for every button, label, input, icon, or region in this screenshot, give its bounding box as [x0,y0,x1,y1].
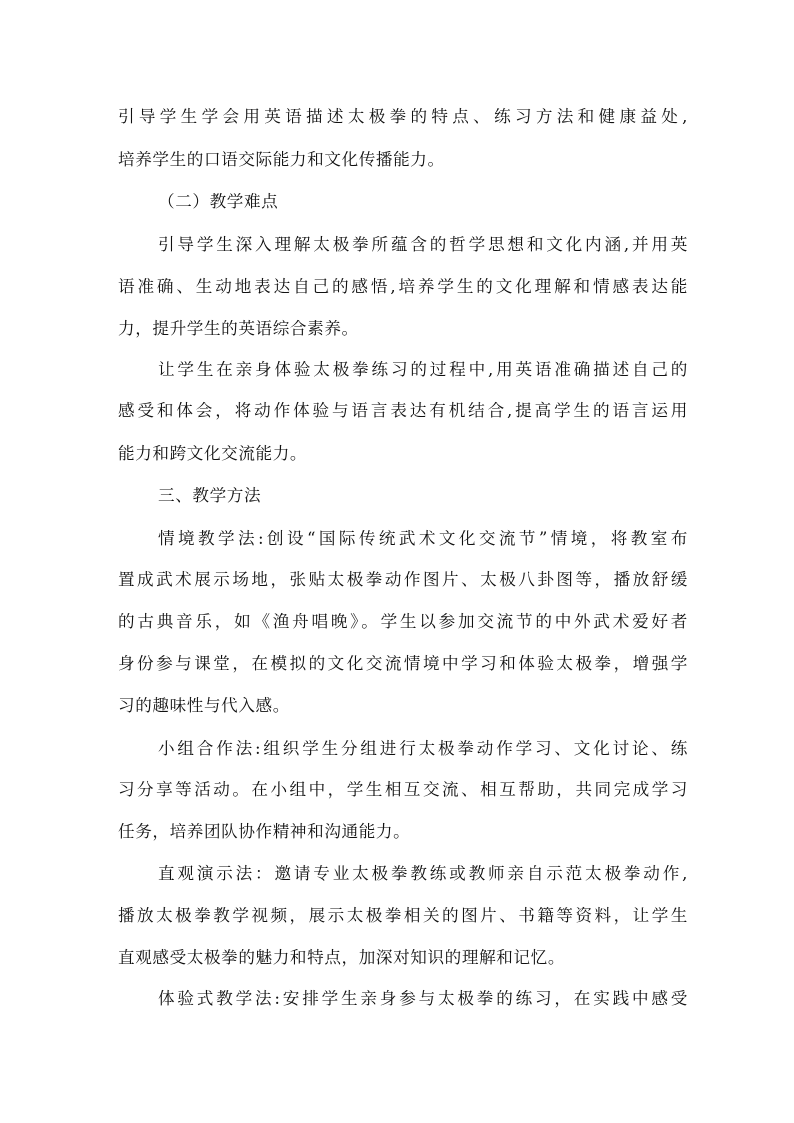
paragraph-line: 身份参与课堂，在模拟的文化交流情境中学习和体验太极拳，增强学 [118,654,688,673]
section-subheading: （二）教学难点 [158,192,279,211]
paragraph-line: 习的趣味性与代入感。 [118,696,290,715]
paragraph-line: 引导学生学会用英语描述太极拳的特点、练习方法和健康益处, [118,107,688,126]
paragraph-line: 能力和跨文化交流能力。 [118,444,308,463]
paragraph-line: 小组合作法:组织学生分组进行太极拳动作学习、文化讨论、练 [158,739,688,758]
paragraph-line: 引导学生深入理解太极拳所蕴含的哲学思想和文化内涵,并用英 [158,235,688,254]
paragraph-line: 培养学生的口语交际能力和文化传播能力。 [118,150,445,169]
section-heading: 三、教学方法 [158,486,262,505]
paragraph-line: 置成武术展示场地，张贴太极拳动作图片、太极八卦图等，播放舒缓 [118,570,688,589]
paragraph-line: 力，提升学生的英语综合素养。 [118,319,359,338]
paragraph-line: 直观感受太极拳的魅力和特点，加深对知识的理解和记忆。 [118,948,566,967]
paragraph-line: 感受和体会，将动作体验与语言表达有机结合,提高学生的语言运用 [118,401,688,420]
paragraph-line: 的古典音乐，如《渔舟唱晚》。学生以参加交流节的中外武术爱好者 [118,612,688,631]
paragraph-line: 语准确、生动地表达自己的感悟,培养学生的文化理解和情感表达能 [118,277,688,296]
paragraph-line: 任务，培养团队协作精神和沟通能力。 [118,822,411,841]
paragraph-line: 播放太极拳教学视频，展示太极拳相关的图片、书籍等资料，让学生 [118,906,688,925]
paragraph-line: 情境教学法:创设“国际传统武术文化交流节”情境，将教室布 [158,529,688,548]
paragraph-line: 习分享等活动。在小组中，学生相互交流、相互帮助，共同完成学习 [118,780,688,799]
paragraph-line: 让学生在亲身体验太极拳练习的过程中,用英语准确描述自己的 [158,360,688,379]
paragraph-line: 体验式教学法:安排学生亲身参与太极拳的练习，在实践中感受 [158,989,688,1008]
paragraph-line: 直观演示法：邀请专业太极拳教练或教师亲自示范太极拳动作, [158,864,688,883]
